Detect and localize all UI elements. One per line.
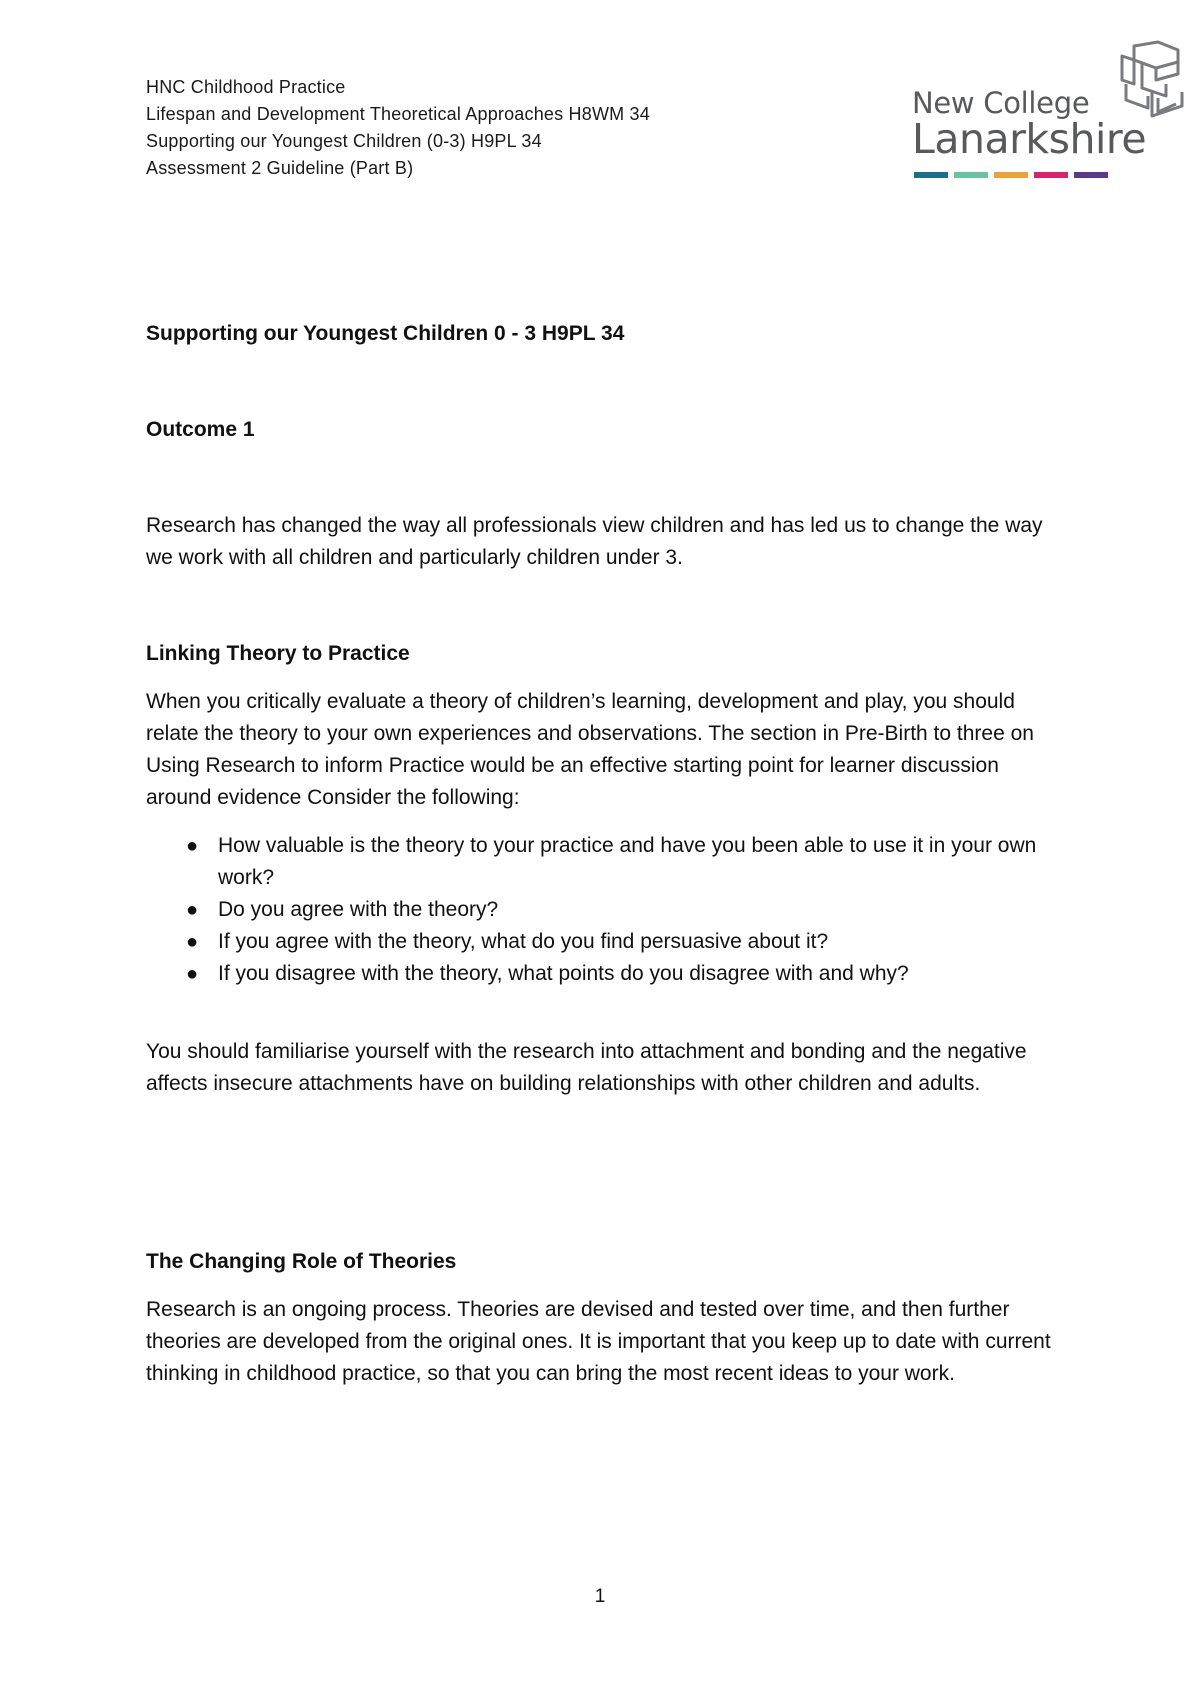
- list-item-text: If you agree with the theory, what do you find persuasive about it?: [218, 930, 829, 953]
- document-header: [146, 74, 650, 182]
- logo-bar: [954, 172, 988, 178]
- header-line-course: HNC Childhood Practice: [146, 77, 346, 97]
- changing-role-paragraph: Research is an ongoing process. Theories are devised and tested over time, and then further theories are developed from the original ones. It is important that you keep up to date with current thinking in childhood practice, so that you can bring the most recent ideas to your work.: [146, 1298, 1051, 1385]
- document-title: Supporting our Youngest Children 0 - 3 H9PL 34: [146, 322, 625, 345]
- page-number: 1: [594, 1586, 606, 1607]
- consideration-list: [146, 830, 1066, 990]
- list-item: [146, 894, 1066, 926]
- logo-color-bars: [914, 172, 1108, 178]
- logo-bar: [994, 172, 1028, 178]
- list-item-text: Do you agree with the theory?: [218, 898, 499, 921]
- header-line-lifespan-unit: Lifespan and Development Theoretical Approaches H8WM 34: [146, 104, 650, 124]
- bullet-icon: ●: [186, 931, 199, 953]
- changing-role-heading: The Changing Role of Theories: [146, 1250, 457, 1273]
- list-item: [146, 958, 1066, 990]
- logo-text-new-college: New College: [912, 86, 1090, 120]
- linking-theory-heading: Linking Theory to Practice: [146, 642, 410, 665]
- college-logo: [912, 40, 1182, 190]
- logo-bar: [914, 172, 948, 178]
- bullet-icon: ●: [186, 963, 199, 985]
- attachment-paragraph: You should familiarise yourself with the research into attachment and bonding and the negative affects insecure attachments have on building relationships with other children and adults.: [146, 1040, 1027, 1095]
- header-line-youngest-unit: Supporting our Youngest Children (0-3) H9PL 34: [146, 131, 542, 151]
- logo-bar: [1034, 172, 1068, 178]
- logo-text-lanarkshire: Lanarkshire: [912, 115, 1147, 163]
- intro-paragraph: Research has changed the way all professionals view children and has led us to change the way we work with all children and particularly children under 3.: [146, 514, 1043, 569]
- list-item-text: If you disagree with the theory, what points do you disagree with and why?: [218, 962, 909, 985]
- bullet-icon: ●: [186, 899, 199, 921]
- header-line-assessment: Assessment 2 Guideline (Part B): [146, 158, 414, 178]
- logo-bar: [1074, 172, 1108, 178]
- linking-theory-paragraph: When you critically evaluate a theory of children’s learning, development and play, you should relate the theory to your own experiences and observations. The section in Pre-Birth to three on Using Research to inform Practice would be an effective starting point for learner discussion around evidence Consider the following:: [146, 690, 1034, 809]
- college-logo-mark-icon: [1112, 40, 1184, 120]
- list-item: [146, 926, 1066, 958]
- outcome-heading: Outcome 1: [146, 418, 255, 441]
- bullet-icon: ●: [186, 835, 199, 857]
- list-item-text: How valuable is the theory to your practice and have you been able to use it in your own work?: [218, 834, 1037, 889]
- list-item: [146, 830, 1066, 894]
